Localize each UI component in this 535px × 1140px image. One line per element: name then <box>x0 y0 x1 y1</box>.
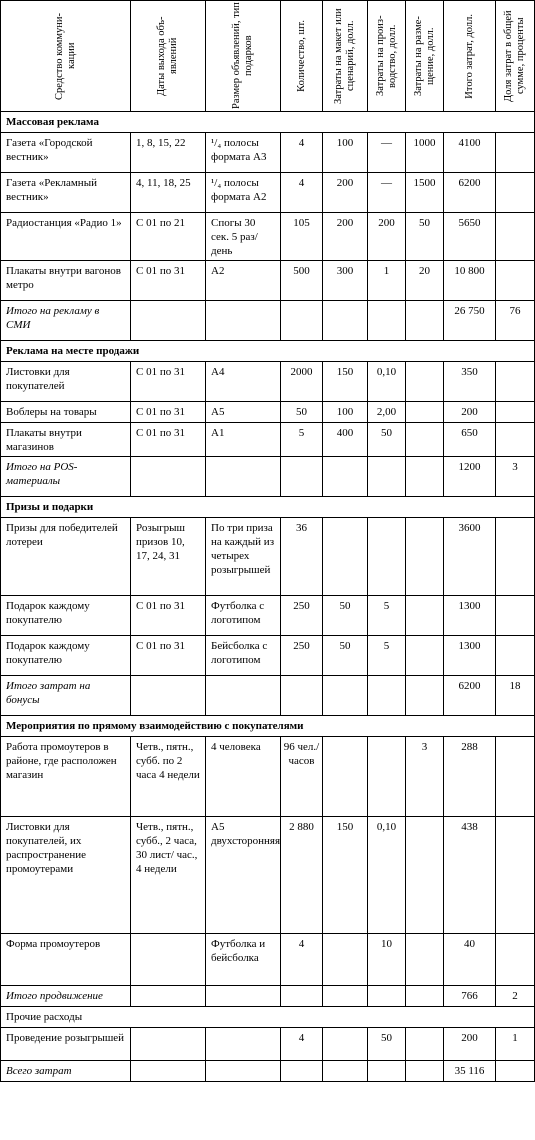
table-cell <box>206 676 281 716</box>
table-cell: 300 <box>323 261 368 301</box>
table-row <box>1 737 535 817</box>
table-cell <box>368 301 406 341</box>
table-row <box>1 518 535 596</box>
table-cell: 650 <box>444 423 496 457</box>
table-cell: 200 <box>323 213 368 261</box>
table-cell: 250 <box>281 636 323 676</box>
table-cell: — <box>368 173 406 213</box>
table-cell: 5 <box>368 596 406 636</box>
table-cell: 1000 <box>406 133 444 173</box>
table-cell: С 01 по 21 <box>131 213 206 261</box>
table-cell <box>323 301 368 341</box>
section-title: Массовая реклама <box>1 112 535 133</box>
table-cell: 250 <box>281 596 323 636</box>
table-cell <box>406 362 444 402</box>
table-cell: 5650 <box>444 213 496 261</box>
table-cell: С 01 по 31 <box>131 636 206 676</box>
table-cell: 2 880 <box>281 817 323 934</box>
table-cell: 0,10 <box>368 817 406 934</box>
table-cell <box>496 423 535 457</box>
table-cell: А2 <box>206 261 281 301</box>
table-cell: 200 <box>323 173 368 213</box>
table-cell: 766 <box>444 986 496 1007</box>
table-cell <box>131 301 206 341</box>
table-row <box>1 133 535 173</box>
table-row <box>1 423 535 457</box>
table-cell <box>131 986 206 1007</box>
table-cell: 1500 <box>406 173 444 213</box>
table-cell <box>323 518 368 596</box>
table-cell: Листовки для покупателей, их распространение промоутерами <box>1 817 131 934</box>
table-cell <box>406 636 444 676</box>
table-cell <box>368 1061 406 1082</box>
header-cell: Количество, шт. <box>281 1 323 112</box>
table-cell: 4, 11, 18, 25 <box>131 173 206 213</box>
table-cell: Итого продвижение <box>1 986 131 1007</box>
table-cell: 6200 <box>444 676 496 716</box>
table-cell: С 01 по 31 <box>131 362 206 402</box>
table-cell <box>206 457 281 497</box>
table-cell: 4 человека <box>206 737 281 817</box>
table-cell: 3 <box>406 737 444 817</box>
table-cell: 1300 <box>444 596 496 636</box>
table-cell: 350 <box>444 362 496 402</box>
header-cell: Затраты на разме-щение, долл. <box>406 1 444 112</box>
table-cell <box>496 934 535 986</box>
table-cell: 35 116 <box>444 1061 496 1082</box>
table-cell: С 01 по 31 <box>131 261 206 301</box>
header-cell: Затраты на макет или сценарий, долл. <box>323 1 368 112</box>
table-cell: 18 <box>496 676 535 716</box>
table-cell: 438 <box>444 817 496 934</box>
table-cell: 1, 8, 15, 22 <box>131 133 206 173</box>
table-row <box>1 817 535 934</box>
table-cell <box>368 518 406 596</box>
table-cell <box>496 636 535 676</box>
table-cell: 150 <box>323 362 368 402</box>
table-cell: Форма промоутеров <box>1 934 131 986</box>
table-cell: Листовки для покупателей <box>1 362 131 402</box>
table-cell: Воблеры на товары <box>1 402 131 423</box>
table-cell: Итого затрат на бонусы <box>1 676 131 716</box>
table-cell <box>496 402 535 423</box>
table-cell: 50 <box>368 1028 406 1061</box>
table-cell <box>368 737 406 817</box>
table-cell <box>406 676 444 716</box>
table-cell: А5 двухсторонняя <box>206 817 281 934</box>
table-cell: Газета «Рекламный вестник» <box>1 173 131 213</box>
table-cell: 36 <box>281 518 323 596</box>
total-row <box>1 986 535 1007</box>
table-cell <box>281 986 323 1007</box>
table-cell: 4100 <box>444 133 496 173</box>
table-cell: Плакаты внутри магазинов <box>1 423 131 457</box>
table-cell: 2000 <box>281 362 323 402</box>
table-cell: — <box>368 133 406 173</box>
table-cell <box>281 676 323 716</box>
table-cell: С 01 по 31 <box>131 596 206 636</box>
table-cell <box>496 173 535 213</box>
table-cell: Четв., пятн., субб. по 2 часа 4 недели <box>131 737 206 817</box>
table-cell <box>368 457 406 497</box>
table-cell: Работа промоутеров в районе, где расположен магазин <box>1 737 131 817</box>
table-body <box>1 112 535 1082</box>
table-cell <box>281 1061 323 1082</box>
table-row <box>1 636 535 676</box>
total-row <box>1 457 535 497</box>
section-title: Прочие расходы <box>1 1007 535 1028</box>
table-cell <box>368 986 406 1007</box>
header-cell: Размер объявлений, тип подарков <box>206 1 281 112</box>
table-cell: Призы для победителей лотереи <box>1 518 131 596</box>
table-cell: ¹/₄ полосы формата А3 <box>206 133 281 173</box>
table-cell: 26 750 <box>444 301 496 341</box>
section-title: Реклама на месте продажи <box>1 341 535 362</box>
table-cell <box>406 934 444 986</box>
table-row <box>1 402 535 423</box>
table-cell <box>406 817 444 934</box>
table-row <box>1 596 535 636</box>
table-cell: 50 <box>323 596 368 636</box>
table-cell <box>323 676 368 716</box>
table-cell: 200 <box>444 1028 496 1061</box>
table-cell: 20 <box>406 261 444 301</box>
table-cell <box>496 133 535 173</box>
table-cell <box>206 1061 281 1082</box>
table-cell <box>131 934 206 986</box>
table-cell: 200 <box>368 213 406 261</box>
table-cell <box>406 986 444 1007</box>
table-cell: 100 <box>323 402 368 423</box>
section-title: Мероприятия по прямому взаимодействию с покупателями <box>1 716 535 737</box>
table-cell: 500 <box>281 261 323 301</box>
table-row <box>1 362 535 402</box>
section-title: Призы и подарки <box>1 497 535 518</box>
table-cell: 10 <box>368 934 406 986</box>
section-row <box>1 1007 535 1028</box>
table-cell: С 01 по 31 <box>131 423 206 457</box>
table-cell <box>323 1061 368 1082</box>
table-cell <box>368 676 406 716</box>
table-cell: Подарок каждому покупателю <box>1 596 131 636</box>
table-cell: 4 <box>281 934 323 986</box>
table-cell: 1200 <box>444 457 496 497</box>
header-cell: Доля затрат в общей сумме, проценты <box>496 1 535 112</box>
table-cell: 200 <box>444 402 496 423</box>
table-cell: 1300 <box>444 636 496 676</box>
table-cell: Всего затрат <box>1 1061 131 1082</box>
table-cell: 288 <box>444 737 496 817</box>
table-row <box>1 213 535 261</box>
table-cell: 76 <box>496 301 535 341</box>
table-cell: ¹/₄ полосы формата А2 <box>206 173 281 213</box>
table-cell <box>281 457 323 497</box>
table-cell <box>206 301 281 341</box>
table-cell: Четв., пятн., субб., 2 часа, 30 лист/ час., 4 недели <box>131 817 206 934</box>
table-cell <box>323 986 368 1007</box>
table-cell <box>131 457 206 497</box>
table-cell: 4 <box>281 1028 323 1061</box>
table-cell: 50 <box>368 423 406 457</box>
table-cell: 96 чел./ часов <box>281 737 323 817</box>
table-cell <box>131 1061 206 1082</box>
table-cell: 100 <box>323 133 368 173</box>
section-row <box>1 341 535 362</box>
table-cell: 50 <box>281 402 323 423</box>
table-cell <box>496 1061 535 1082</box>
table-cell: Проведение розыгрышей <box>1 1028 131 1061</box>
table-cell: А5 <box>206 402 281 423</box>
table-cell <box>206 1028 281 1061</box>
table-cell: 50 <box>406 213 444 261</box>
table-cell <box>131 676 206 716</box>
table-cell <box>281 301 323 341</box>
table-row <box>1 1028 535 1061</box>
table-row <box>1 173 535 213</box>
table-cell: 4 <box>281 133 323 173</box>
table-cell: Итого на POS-материалы <box>1 457 131 497</box>
table-cell <box>406 301 444 341</box>
table-cell <box>496 362 535 402</box>
table-cell: 10 800 <box>444 261 496 301</box>
table-cell: Футболка с логотипом <box>206 596 281 636</box>
table-cell: Плакаты внутри вагонов метро <box>1 261 131 301</box>
table-cell: 400 <box>323 423 368 457</box>
table-cell: Итого на рекламу в СМИ <box>1 301 131 341</box>
table-cell: 6200 <box>444 173 496 213</box>
total-row <box>1 676 535 716</box>
table-cell <box>496 596 535 636</box>
total-row <box>1 1061 535 1082</box>
table-cell: С 01 по 31 <box>131 402 206 423</box>
table-cell: А4 <box>206 362 281 402</box>
table-row <box>1 934 535 986</box>
table-cell: 1 <box>368 261 406 301</box>
table-cell: 105 <box>281 213 323 261</box>
table-cell: 2,00 <box>368 402 406 423</box>
table-cell <box>323 934 368 986</box>
table-cell: 50 <box>323 636 368 676</box>
table-cell <box>496 737 535 817</box>
table-cell: 3600 <box>444 518 496 596</box>
table-cell: 150 <box>323 817 368 934</box>
header-cell: Затраты на произ-водство, долл. <box>368 1 406 112</box>
table-cell <box>406 1061 444 1082</box>
table-cell <box>406 457 444 497</box>
table-cell <box>406 402 444 423</box>
table-cell <box>406 518 444 596</box>
section-row <box>1 497 535 518</box>
header-cell: Средство коммуни-кации <box>1 1 131 112</box>
table-cell: 3 <box>496 457 535 497</box>
table-cell: Подарок каждому покупателю <box>1 636 131 676</box>
table-cell: По три приза на каждый из четырех розыгрышей <box>206 518 281 596</box>
table-cell: А1 <box>206 423 281 457</box>
table-cell: 5 <box>368 636 406 676</box>
table-cell: Футболка и бейсболка <box>206 934 281 986</box>
table-cell <box>496 261 535 301</box>
total-row <box>1 301 535 341</box>
table-cell: Розыгрыш призов 10, 17, 24, 31 <box>131 518 206 596</box>
table-cell <box>323 1028 368 1061</box>
table-cell <box>406 423 444 457</box>
section-row <box>1 716 535 737</box>
header-row <box>1 1 535 112</box>
table-cell: Радиостанция «Радио 1» <box>1 213 131 261</box>
table-cell: 4 <box>281 173 323 213</box>
header-cell: Итого затрат, долл. <box>444 1 496 112</box>
table-row <box>1 261 535 301</box>
table-cell <box>206 986 281 1007</box>
table-cell <box>496 518 535 596</box>
section-row <box>1 112 535 133</box>
table-cell: Бейсболка с логотипом <box>206 636 281 676</box>
table-cell: 0,10 <box>368 362 406 402</box>
table-cell: Газета «Городской вестник» <box>1 133 131 173</box>
table-cell <box>131 1028 206 1061</box>
table-cell: 1 <box>496 1028 535 1061</box>
table-cell <box>323 737 368 817</box>
table-cell <box>406 1028 444 1061</box>
table-cell: 5 <box>281 423 323 457</box>
header-cell: Даты выхода объ-явлений <box>131 1 206 112</box>
table-cell <box>496 817 535 934</box>
table-cell <box>496 213 535 261</box>
table-cell: 2 <box>496 986 535 1007</box>
table-cell: 40 <box>444 934 496 986</box>
table-cell <box>323 457 368 497</box>
table-cell <box>406 596 444 636</box>
table-cell: Спогы 30 сек. 5 раз/день <box>206 213 281 261</box>
